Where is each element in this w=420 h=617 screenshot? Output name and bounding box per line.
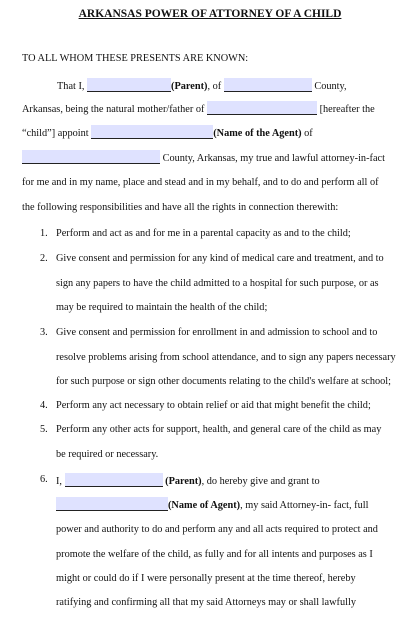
- p1-line5: for me and in my name, place and stead and in my behalf, and to do and perform all of: [22, 177, 379, 188]
- agent-county-field[interactable]: [22, 150, 160, 164]
- item-3-line: resolve problems arising from school attendance, and to sign any papers necessary: [56, 352, 396, 363]
- p1-line4: County, Arkansas, my true and lawful attorney-in-fact: [22, 150, 385, 166]
- item-4-line: Perform any act necessary to obtain relief or aid that might benefit the child;: [56, 400, 371, 411]
- item-3-line: for such purpose or sign other documents relating to the child's welfare at school;: [56, 376, 391, 387]
- item-2-number: 2.: [40, 253, 48, 264]
- item-4-number: 4.: [40, 400, 48, 411]
- item-3-line: Give consent and permission for enrollment in and admission to school and to: [56, 327, 378, 338]
- item-1-number: 1.: [40, 228, 48, 239]
- p1-line2: Arkansas, being the natural mother/father of [hereafter the: [22, 101, 375, 117]
- item-6-number: 6.: [40, 474, 48, 485]
- item-1-line: Perform and act as and for me in a parental capacity as and to the child;: [56, 228, 351, 239]
- item-5-number: 5.: [40, 424, 48, 435]
- item-2-line: sign any papers to have the child admitted to a hospital for such purpose, or as: [56, 278, 379, 289]
- p1-line6: the following responsibilities and have all the rights in connection therewith:: [22, 202, 339, 213]
- item-2-line: may be required to maintain the health of the child;: [56, 302, 268, 313]
- item-6-line: power and authority to do and perform any and all acts required to protect and: [56, 524, 378, 535]
- item-6-line: promote the welfare of the child, as fully and for all intents and purposes as I: [56, 549, 373, 560]
- item6-parent-field[interactable]: [65, 473, 163, 487]
- child-name-field[interactable]: [207, 101, 317, 115]
- parent-county-field[interactable]: [224, 78, 312, 92]
- item-6-line: might or could do if I were personally present at the time thereof, hereby: [56, 573, 356, 584]
- p1-line1: That I, (Parent), of County,: [57, 78, 347, 94]
- item-2-line: Give consent and permission for any kind of medical care and treatment, and to: [56, 253, 384, 264]
- document-title: ARKANSAS POWER OF ATTORNEY OF A CHILD: [78, 8, 342, 20]
- agent-name-field[interactable]: [91, 125, 213, 139]
- p1-line3: “child”] appoint (Name of the Agent) of: [22, 125, 313, 141]
- item-6-line2: (Name of Agent), my said Attorney-in- fact, full: [56, 497, 368, 513]
- salutation: TO ALL WHOM THESE PRESENTS ARE KNOWN:: [22, 53, 249, 64]
- item6-agent-field[interactable]: [56, 497, 168, 511]
- item-5-line: Perform any other acts for support, health, and general care of the child as may: [56, 424, 382, 435]
- item-5-line: be required or necessary.: [56, 449, 159, 460]
- item-3-number: 3.: [40, 327, 48, 338]
- item-6-line: ratifying and confirming all that my said Attorneys may or shall lawfully: [56, 597, 356, 608]
- parent-name-field[interactable]: [87, 78, 171, 92]
- item-6-line1: I, (Parent), do hereby give and grant to: [56, 473, 320, 489]
